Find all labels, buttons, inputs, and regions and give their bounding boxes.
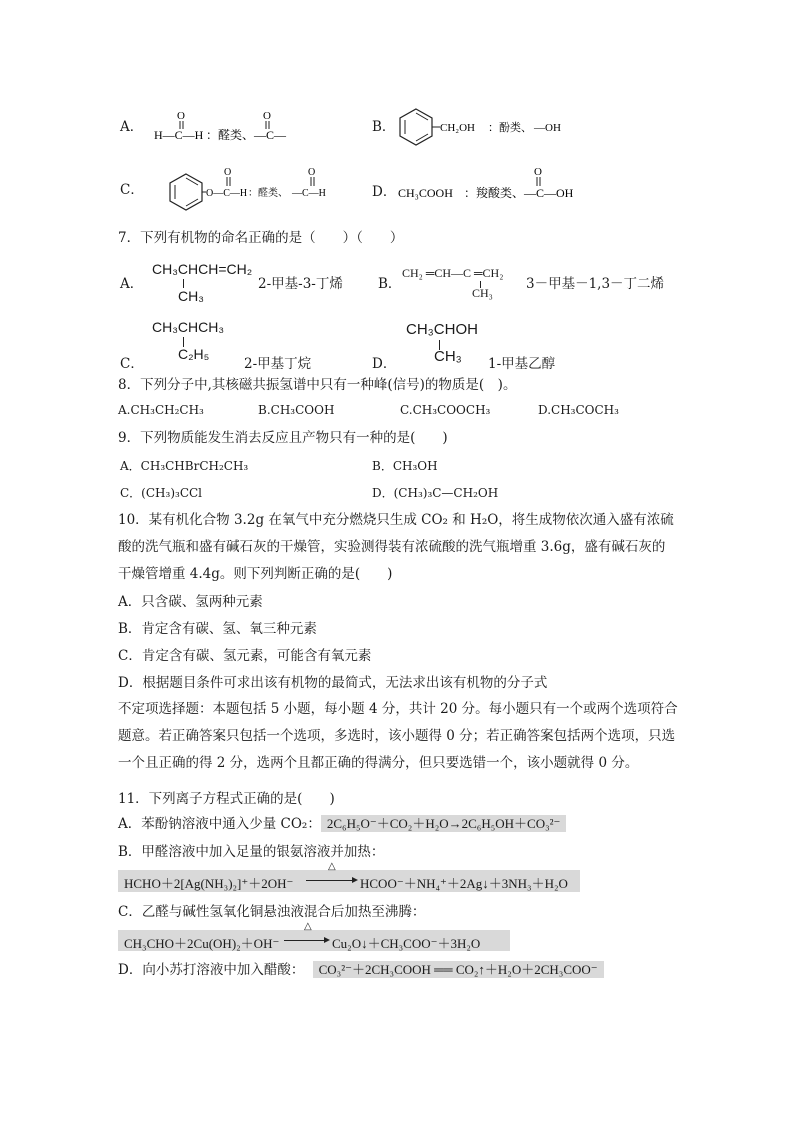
q11-option-b-label: B．甲醛溶液中加入足量的银氨溶液并加热： bbox=[118, 844, 385, 860]
q9-option-a: A．CH₃CHBrCH₂CH₃ bbox=[120, 459, 249, 473]
q11-b-equation bbox=[118, 861, 580, 892]
svg-text:O: O bbox=[534, 166, 542, 178]
q7-c-branch: C₂H₅ bbox=[178, 346, 210, 362]
q11-c-eq-left: CH₃CHO＋2Cu(OH)₂＋OH⁻ bbox=[124, 936, 280, 951]
q6-d-desc: ：羧酸类、 bbox=[464, 186, 525, 200]
q6-option-a-structure bbox=[150, 107, 300, 147]
q11-stem: 11．下列离子方程式正确的是( ) bbox=[118, 791, 335, 807]
q6-a-formula: H—C—H bbox=[154, 128, 204, 142]
q10-option-c: C．肯定含有碳、氢元素，可能含有氧元素 bbox=[118, 648, 372, 664]
q7-d-branch: CH₃ bbox=[434, 348, 462, 365]
q9-option-b: B．CH₃OH bbox=[372, 459, 438, 473]
arrow-head-icon bbox=[352, 877, 358, 883]
q11-option-d bbox=[118, 960, 604, 980]
q11-option-a bbox=[118, 814, 566, 834]
q10-stem: 10．某有机化合物 3.2g 在氧气中充分燃烧只生成 CO₂ 和 H₂O，将生成物依次通入盛有浓硫酸的洗气瓶和盛有碱石灰的干燥管，实验测得装有浓硫酸的洗气瓶增重 3.6g，盛有碱石灰的干燥管增重 4.4g。则下列判断正确的是( ) bbox=[118, 512, 674, 582]
q11-b-condition: △ bbox=[328, 861, 336, 872]
q11-d-equation: CO₃²⁻＋2CH₃COOH ══ CO₂↑＋H₂O＋2CH₃COO⁻ bbox=[313, 961, 604, 978]
q6-option-d-structure bbox=[396, 163, 596, 207]
q6-a-desc: ：醛类、 bbox=[206, 128, 255, 142]
q7-b-main-chain: CH₂ ═CH—C ═CH₂ bbox=[402, 266, 504, 280]
q10-option-d: D．根据题目条件可求出该有机物的最简式，无法求出该有机物的分子式 bbox=[118, 675, 548, 691]
q6-option-d-letter: D． bbox=[372, 184, 397, 200]
q6-d-group: —C—OH bbox=[524, 186, 574, 200]
q7-a-branch: CH₃ bbox=[178, 288, 204, 304]
q7-b-name: 3－甲基－1,3－丁二烯 bbox=[526, 276, 665, 292]
q7-d-main-chain: CH₃CHOH bbox=[406, 321, 478, 338]
q7-a-bond bbox=[183, 279, 184, 288]
q6-b-substituent: CH₂OH bbox=[440, 122, 476, 134]
q11-b-eq-left: HCHO＋2[Ag(NH₃)₂]⁺＋2OH⁻ bbox=[124, 876, 294, 891]
q11-a-equation: 2C₆H₅O⁻＋CO₂＋H₂O→2C₆H₅OH＋CO₃²⁻ bbox=[321, 815, 567, 832]
q11-c-condition: △ bbox=[304, 921, 312, 932]
q11-b-eq-right: HCOO⁻＋NH₄⁺＋2Ag↓＋3NH₃＋H₂O bbox=[360, 876, 568, 891]
q11-c-arrow bbox=[284, 940, 328, 941]
q10-option-b: B．肯定含有碳、氢、氧三种元素 bbox=[118, 621, 317, 637]
q8-option-a: A.CH₃CH₂CH₃ bbox=[118, 403, 204, 417]
q7-option-b-letter: B． bbox=[378, 276, 402, 292]
q9-option-c: C．(CH₃)₃CCl bbox=[120, 486, 203, 500]
q6-b-group: —OH bbox=[534, 122, 561, 134]
q6-b-desc: ：酚类、 bbox=[488, 122, 532, 134]
q9-stem: 9．下列物质能发生消去反应且产物只有一种的是( ) bbox=[118, 430, 448, 446]
svg-text:O: O bbox=[263, 110, 271, 122]
arrow-head-icon bbox=[324, 937, 330, 943]
q6-a-group: —C— bbox=[254, 128, 287, 142]
q6-option-c-letter: C． bbox=[120, 182, 144, 198]
section-instructions: 不定项选择题：本题包括 5 小题，每小题 4 分，共计 20 分。每小题只有一个或两个选项符合题意。若正确答案只包括一个选项，多选时，该小题得 0 分；若正确答案包括两个选项，只选一个且正确的得 2 分，选两个且都正确的得满分，但只要选错一个，该小题就得 0 分。 bbox=[118, 701, 678, 771]
q6-a-oxygen: O bbox=[177, 110, 185, 122]
q11-d-label: D．向小苏打溶液中加入醋酸： bbox=[118, 962, 305, 978]
q7-option-a-letter: A． bbox=[120, 276, 144, 292]
q10-option-a: A．只含碳、氢两种元素 bbox=[118, 594, 263, 610]
q7-c-name: 2-甲基丁烷 bbox=[244, 356, 312, 372]
q7-c-main-chain: CH₃CHCH₃ bbox=[152, 319, 225, 335]
q8-stem: 8．下列分子中,其核磁共振氢谱中只有一种峰(信号)的物质是( )。 bbox=[118, 377, 517, 393]
q6-option-a-letter: A． bbox=[120, 119, 144, 135]
q11-a-label: A．苯酚钠溶液中通入少量 CO₂： bbox=[118, 816, 321, 832]
q6-c-desc: ：醛类、 bbox=[248, 188, 288, 199]
q8-option-d: D.CH₃COCH₃ bbox=[538, 403, 619, 417]
q8-option-c: C.CH₃COOCH₃ bbox=[400, 403, 491, 417]
q11-b-arrow bbox=[306, 880, 356, 881]
q6-c-formula: O—C—H bbox=[206, 188, 248, 199]
q7-d-name: 1-甲基乙醇 bbox=[488, 356, 556, 372]
svg-text:O: O bbox=[308, 167, 316, 178]
q7-option-d-letter: D． bbox=[372, 356, 397, 372]
q7-a-main-chain: CH₃CHCH=CH₂ bbox=[152, 261, 253, 277]
q6-c-group: —C—H bbox=[292, 188, 326, 199]
q6-d-formula: CH₃COOH bbox=[398, 186, 453, 200]
q7-stem: 7．下列有机物的命名正确的是（ ）（ ） bbox=[118, 230, 404, 246]
q6-option-b-letter: B． bbox=[372, 119, 396, 135]
q7-a-name: 2-甲基-3-丁烯 bbox=[258, 276, 343, 292]
q6-option-b-structure bbox=[396, 106, 596, 146]
q11-c-equation bbox=[118, 921, 510, 951]
q11-c-eq-right: Cu₂O↓＋CH₃COO⁻＋3H₂O bbox=[332, 936, 481, 951]
svg-text:O: O bbox=[224, 167, 232, 178]
q6-option-c-structure bbox=[166, 166, 336, 212]
q8-option-b: B.CH₃COOH bbox=[258, 403, 335, 417]
q7-option-c-letter: C． bbox=[120, 356, 144, 372]
q9-option-d: D．(CH₃)₃C—CH₂OH bbox=[372, 486, 499, 500]
q11-option-c-label: C．乙醛与碱性氢氧化铜悬浊液混合后加热至沸腾： bbox=[118, 904, 426, 920]
q7-b-branch: CH₃ bbox=[472, 286, 493, 300]
